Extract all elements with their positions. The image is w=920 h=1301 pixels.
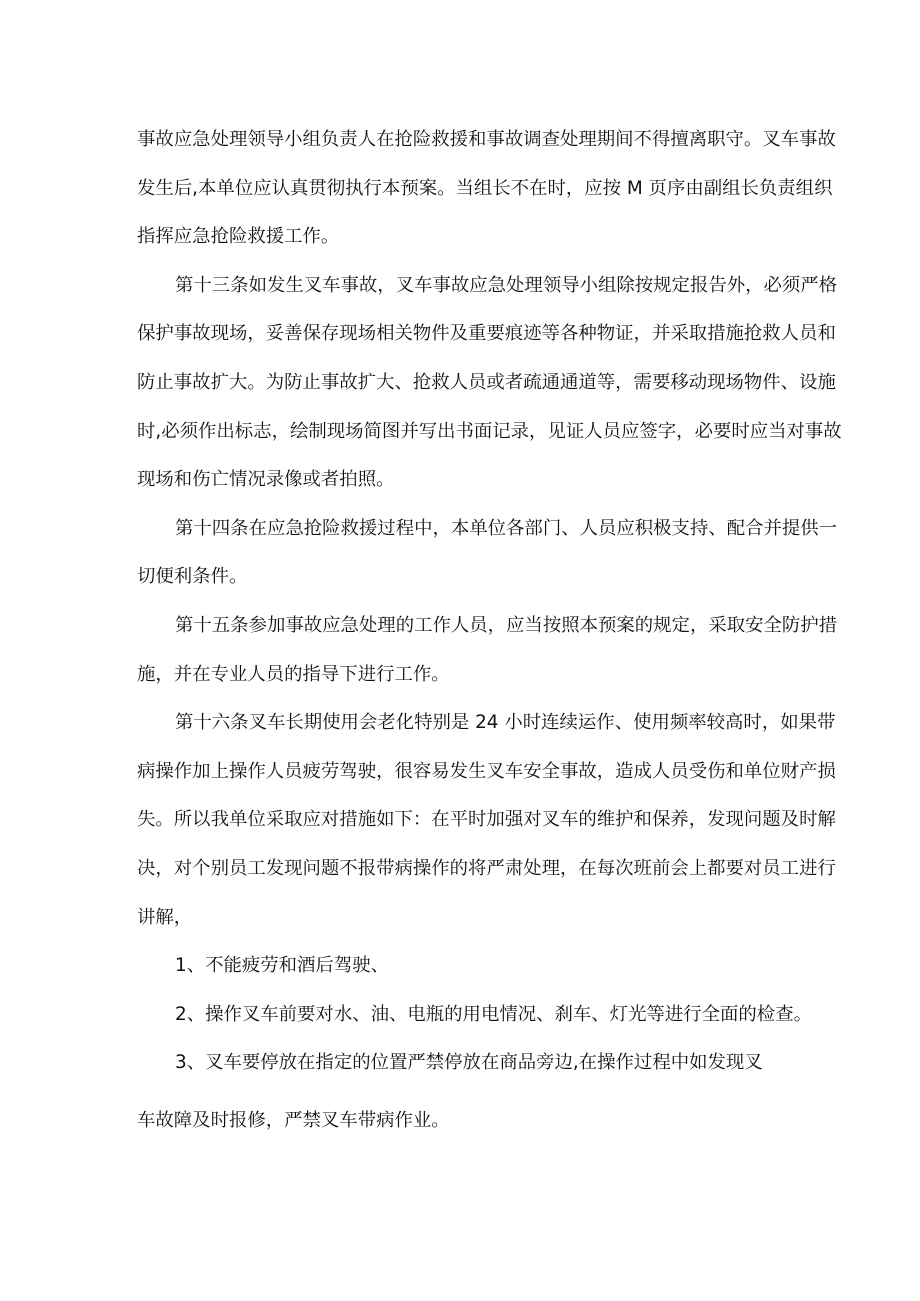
text-line: 时,必须作出标志，绘制现场简图并写出书面记录，见证人员应签字，必要时应当对事故 xyxy=(137,420,842,442)
text-line: 事故应急处理领导小组负责人在抢险救援和事故调查处理期间不得擅离职守。叉车事故 xyxy=(137,129,836,150)
paragraph-article-15 xyxy=(137,602,838,699)
paragraph-article-13 xyxy=(137,262,842,505)
paragraph-article-14 xyxy=(137,505,838,602)
list-item: 3、叉车要停放在指定的位置严禁停放在商品旁边,在操作过程中如发现叉 xyxy=(175,1052,763,1074)
text-line: 决，对个别员工发现问题不报带病操作的将严肃处理，在每次班前会上都要对员工进行 xyxy=(137,857,836,879)
text-line: 切便利条件。 xyxy=(137,566,248,588)
list-item: 2、操作叉车前要对水、油、电瓶的用电情况、刹车、灯光等进行全面的检查。 xyxy=(175,1003,812,1025)
text-line: 发生后,本单位应认真贯彻执行本预案。当组长不在时，应按 M 页序由副组长负责组织 xyxy=(137,177,833,199)
paragraph-intro xyxy=(137,116,836,262)
paragraph-article-16 xyxy=(137,699,836,942)
text-line: 防止事故扩大。为防止事故扩大、抢救人员或者疏通通道等，需要移动现场物件、设施 xyxy=(137,371,836,393)
text-line: 现场和伤亡情况录像或者拍照。 xyxy=(137,469,395,491)
text-line: 施，并在专业人员的指导下进行工作。 xyxy=(137,663,450,685)
text-line: 第十三条如发生叉车事故，叉车事故应急处理领导小组除按规定报告外，必须严格 xyxy=(175,274,838,296)
document-page xyxy=(137,116,842,1145)
text-line: 第十四条在应急抢险救援过程中，本单位各部门、人员应积极支持、配合并提供一 xyxy=(175,517,838,539)
text-line: 病操作加上操作人员疲劳驾驶，很容易发生叉车安全事故，造成人员受伤和单位财产损 xyxy=(137,760,836,782)
numbered-list xyxy=(137,942,812,1088)
closing-line: 车故障及时报修，严禁叉车带病作业。 xyxy=(137,1109,450,1131)
text-line: 失。所以我单位采取应对措施如下：在平时加强对叉车的维护和保养，发现问题及时解 xyxy=(137,809,836,831)
text-line: 第十六条叉车长期使用会老化特别是 24 小时连续运作、使用频率较高时，如果带 xyxy=(175,712,836,734)
text-line: 第十五条参加事故应急处理的工作人员，应当按照本预案的规定，采取安全防护措 xyxy=(175,614,838,636)
text-line: 讲解， xyxy=(137,906,193,928)
text-line: 保护事故现场，妥善保存现场相关物件及重要痕迹等各种物证，并采取措施抢救人员和 xyxy=(137,323,836,345)
text-line: 指挥应急抢险救援工作。 xyxy=(137,226,340,248)
list-item: 1、不能疲劳和酒后驾驶、 xyxy=(175,955,389,977)
